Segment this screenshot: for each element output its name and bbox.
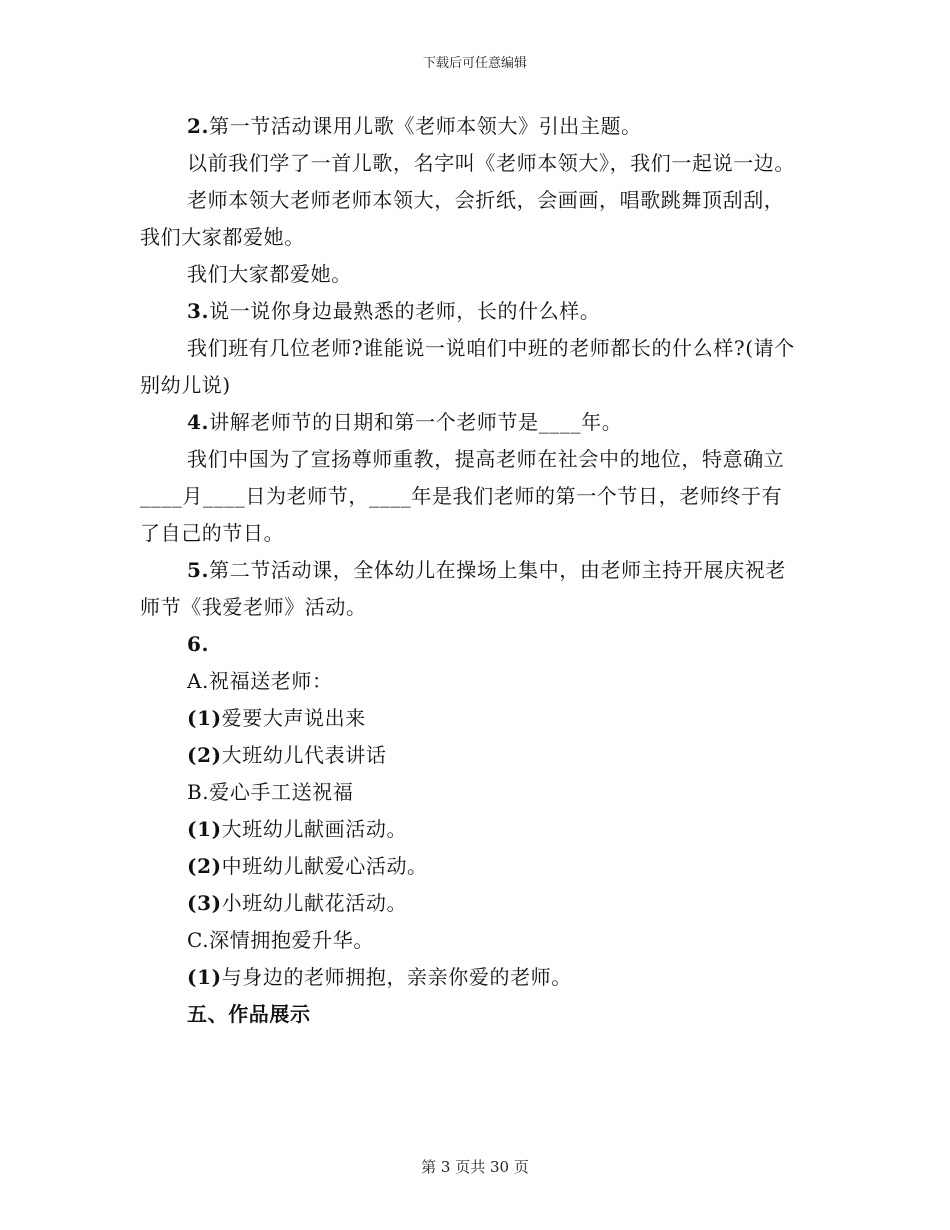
- page-footer: 第 3 页共 30 页: [421, 1158, 529, 1176]
- paragraph-text: 大班幼儿献画活动。: [221, 817, 408, 841]
- paragraph: [140, 256, 802, 293]
- item-number: 4.: [187, 410, 210, 434]
- paragraph-text: 我们中国为了宣扬尊师重教，提高老师在社会中的地位，特意确立____月____日为老师节，____年是我们老师的第一个节日，老师终于有了自己的节日。: [140, 447, 785, 545]
- paragraph: [140, 330, 802, 404]
- paragraph: [140, 108, 802, 145]
- item-number: (1): [187, 817, 222, 841]
- paragraph-text: 以前我们学了一首儿歌，名字叫《老师本领大》，我们一起说一边。: [187, 151, 795, 175]
- paragraph-text: 与身边的老师拥抱，亲亲你爱的老师。: [221, 965, 572, 989]
- section-heading: [140, 996, 802, 1033]
- paragraph-text: 小班幼儿献花活动。: [221, 891, 408, 915]
- paragraph: [140, 885, 802, 922]
- paragraph: [140, 145, 802, 182]
- paragraph-text: 老师本领大老师老师本领大，会折纸，会画画，唱歌跳舞顶刮刮，我们大家都爱她。: [140, 188, 785, 249]
- paragraph-text: 爱要大声说出来: [221, 706, 366, 730]
- paragraph-text: 说一说你身边最熟悉的老师，长的什么样。: [209, 299, 601, 323]
- item-number: 2.: [187, 114, 210, 138]
- paragraph: [140, 959, 802, 996]
- item-number: (2): [187, 854, 222, 878]
- paragraph-text: 讲解老师节的日期和第一个老师节是____年。: [209, 410, 623, 434]
- paragraph: [140, 774, 802, 811]
- item-number: 5.: [187, 558, 210, 582]
- paragraph-text: B.爱心手工送祝福: [187, 780, 354, 804]
- item-number: 6.: [187, 632, 210, 656]
- paragraph-text: 我们班有几位老师?谁能说一说咱们中班的老师都长的什么样?(请个别幼儿说): [140, 336, 795, 397]
- paragraph-text: 第二节活动课，全体幼儿在操场上集中，由老师主持开展庆祝老师节《我爱老师》活动。: [140, 558, 786, 619]
- paragraph: [140, 700, 802, 737]
- paragraph-text: 我们大家都爱她。: [187, 262, 352, 286]
- paragraph-text: 第一节活动课用儿歌《老师本领大》引出主题。: [209, 114, 642, 138]
- paragraph-text: A.祝福送老师：: [187, 669, 333, 693]
- paragraph: [140, 737, 802, 774]
- paragraph: [140, 922, 802, 959]
- paragraph: [140, 293, 802, 330]
- item-number: 3.: [187, 299, 210, 323]
- paragraph-text: 中班幼儿献爱心活动。: [221, 854, 428, 878]
- paragraph-text: C.深情拥抱爱升华。: [187, 928, 374, 952]
- paragraph: [140, 626, 802, 663]
- paragraph: [140, 811, 802, 848]
- paragraph: [140, 552, 802, 626]
- item-number: (1): [187, 965, 222, 989]
- paragraph: [140, 663, 802, 700]
- paragraph-text: 大班幼儿代表讲话: [221, 743, 387, 767]
- section-heading-text: 五、作品展示: [187, 1002, 311, 1026]
- item-number: (1): [187, 706, 222, 730]
- paragraph: [140, 848, 802, 885]
- item-number: (3): [187, 891, 222, 915]
- item-number: (2): [187, 743, 222, 767]
- paragraph: [140, 441, 802, 552]
- page-header: 下载后可任意编辑: [422, 56, 527, 71]
- paragraph: [140, 182, 802, 256]
- document-body: [140, 108, 802, 1033]
- paragraph: [140, 404, 802, 441]
